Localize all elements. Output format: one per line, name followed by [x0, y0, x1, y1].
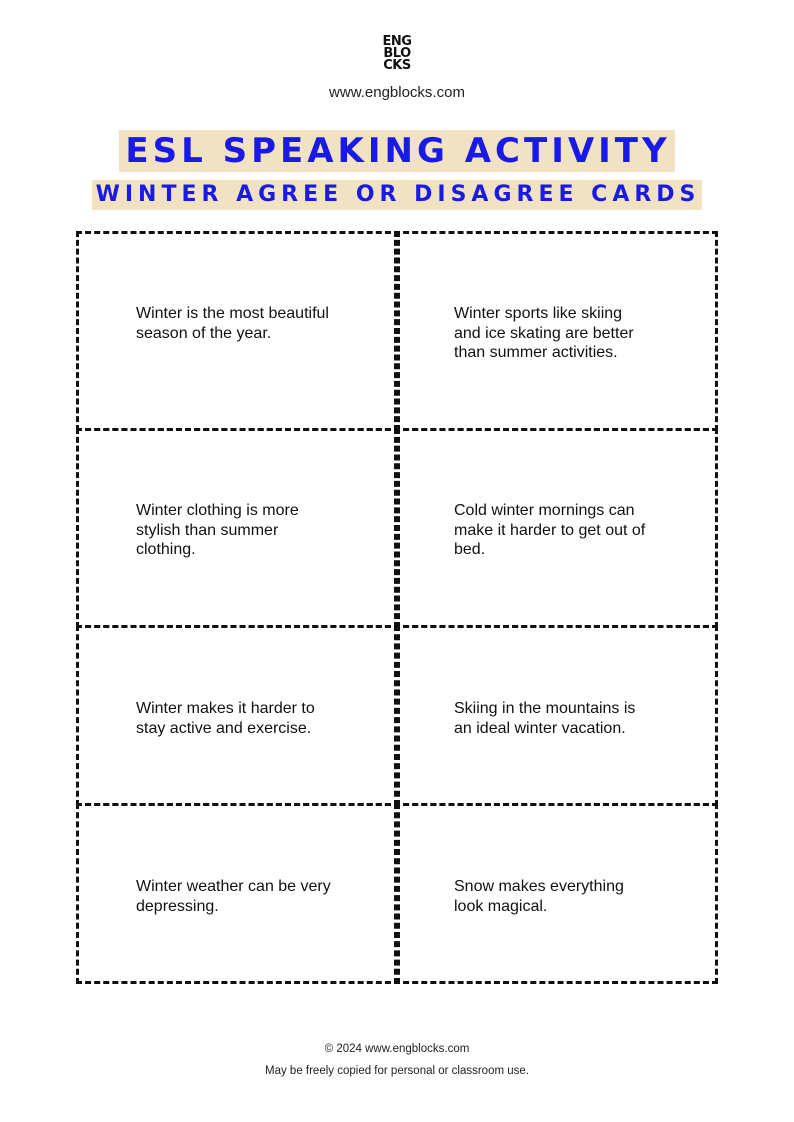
card-1-text: Winter is the most beautiful season of the year. — [136, 305, 329, 342]
card-2 — [394, 231, 718, 431]
card-1 — [76, 231, 400, 431]
footer-copyright: © 2024 www.engblocks.com — [324, 1043, 470, 1055]
site-url: www.engblocks.com — [329, 84, 465, 101]
card-7 — [76, 803, 400, 984]
card-8 — [394, 803, 718, 984]
footer-note: May be freely copied for personal or classroom use. — [265, 1065, 529, 1077]
card-grid — [76, 231, 718, 984]
subtitle-container — [0, 180, 794, 210]
page-subtitle: WINTER AGREE OR DISAGREE CARDS — [92, 180, 703, 210]
card-6 — [394, 625, 718, 806]
title-container — [0, 130, 794, 172]
card-7-text: Winter weather can be very depressing. — [136, 878, 331, 915]
logo-mark — [383, 36, 412, 72]
page-title: ESL SPEAKING ACTIVITY — [119, 130, 674, 172]
card-4-text: Cold winter mornings can make it harder to get out of bed. — [454, 502, 646, 558]
logo-line-2: BLO — [383, 46, 411, 61]
logo-line-1: ENG — [382, 34, 412, 49]
card-3 — [76, 428, 400, 628]
card-4 — [394, 428, 718, 628]
card-8-text: Snow makes everything look magical. — [454, 878, 624, 915]
card-6-text: Skiing in the mountains is an ideal winter vacation. — [454, 700, 636, 737]
card-5-text: Winter makes it harder to stay active and exercise. — [136, 700, 315, 737]
logo-line-3: CKS — [383, 58, 411, 73]
card-5 — [76, 625, 400, 806]
engblocks-logo — [0, 36, 794, 74]
card-3-text: Winter clothing is more stylish than summer clothing. — [136, 502, 299, 558]
card-2-text: Winter sports like skiing and ice skating are better than summer activities. — [454, 305, 634, 361]
